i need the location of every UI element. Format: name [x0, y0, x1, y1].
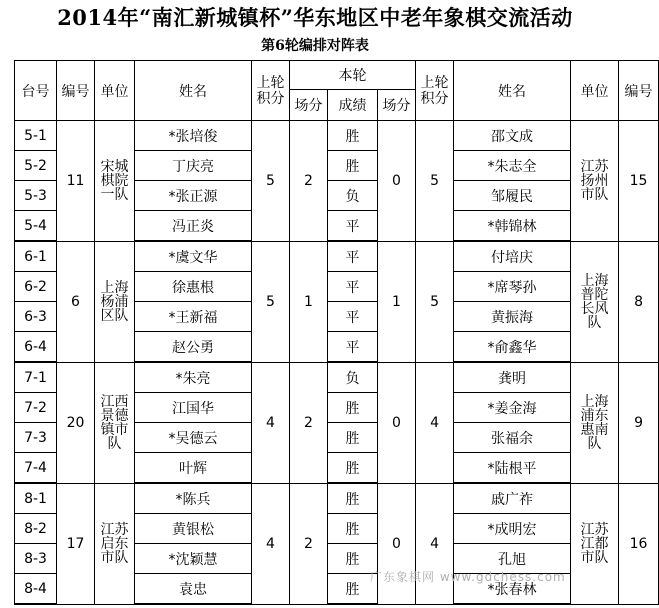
game-result: 胜	[328, 544, 378, 574]
match-points-right: 0	[378, 121, 416, 242]
player-name-left: *虞文华	[135, 241, 252, 272]
game-result: 平	[328, 272, 378, 302]
game-result: 平	[328, 241, 378, 272]
team-number-left: 17	[57, 483, 95, 604]
player-name-left: 冯正炎	[135, 211, 252, 242]
table-row	[15, 241, 659, 272]
team-unit-right-text: 上海浦东惠南队	[580, 393, 609, 452]
match-points-left: 2	[290, 121, 328, 242]
header-unit-left: 单位	[95, 61, 135, 121]
board-number: 6-3	[15, 302, 57, 332]
board-number: 7-3	[15, 423, 57, 453]
header-board: 台号	[15, 61, 57, 121]
team-unit-right-text: 上海普陀长风队	[580, 272, 609, 331]
header-prev-score-line1: 上轮	[256, 74, 285, 91]
player-name-left: *张培俊	[135, 121, 252, 151]
pairing-body	[15, 121, 659, 605]
player-name-right: *席琴孙	[454, 272, 571, 302]
player-name-right: 黄振海	[454, 302, 571, 332]
player-name-right: *陆根平	[454, 453, 571, 484]
prev-score-right: 4	[416, 362, 454, 483]
header-name-left: 姓名	[135, 61, 252, 121]
game-result: 平	[328, 332, 378, 363]
player-name-right: *张春林	[454, 574, 571, 605]
board-number: 6-4	[15, 332, 57, 363]
header-prev-score-line2: 积分	[256, 90, 285, 107]
player-name-right: 龚明	[454, 362, 571, 393]
game-result: 胜	[328, 151, 378, 181]
player-name-right: *成明宏	[454, 514, 571, 544]
player-name-left: *朱亮	[135, 362, 252, 393]
player-name-right: *俞鑫华	[454, 332, 571, 363]
team-unit-right	[571, 121, 619, 242]
board-number: 8-1	[15, 483, 57, 514]
team-unit-right	[571, 241, 619, 362]
team-unit-left-text: 上海杨浦区队	[100, 279, 129, 324]
header-result: 成绩	[328, 90, 378, 121]
board-number: 7-4	[15, 453, 57, 484]
site-watermark: 广东象棋网 www.gdchess.com	[370, 570, 566, 584]
header-match-points-right: 场分	[378, 90, 416, 121]
team-unit-left-text: 江西景德镇市队	[100, 393, 129, 452]
team-unit-right-text: 江苏扬州市队	[580, 158, 609, 203]
prev-score-left: 4	[252, 362, 290, 483]
team-unit-right	[571, 362, 619, 483]
player-name-left: *王新福	[135, 302, 252, 332]
team-number-right: 15	[619, 121, 659, 242]
match-points-left: 2	[290, 362, 328, 483]
team-unit-left	[95, 241, 135, 362]
team-number-right: 16	[619, 483, 659, 604]
header-unit-right: 单位	[571, 61, 619, 121]
match-points-right: 1	[378, 241, 416, 362]
player-name-right: 邵文成	[454, 121, 571, 151]
game-result: 平	[328, 211, 378, 242]
team-number-left: 20	[57, 362, 95, 483]
player-name-left: *陈兵	[135, 483, 252, 514]
match-points-right: 0	[378, 483, 416, 604]
board-number: 7-2	[15, 393, 57, 423]
player-name-right: 戚广祚	[454, 483, 571, 514]
header-prev-score-line1: 上轮	[420, 74, 449, 91]
header-prev-score-left	[252, 61, 290, 121]
header-prev-score-right	[416, 61, 454, 121]
player-name-left: 袁忠	[135, 574, 252, 605]
game-result: 胜	[328, 423, 378, 453]
board-number: 8-4	[15, 574, 57, 605]
table-row	[15, 483, 659, 514]
board-number: 6-1	[15, 241, 57, 272]
team-unit-left	[95, 362, 135, 483]
player-name-right: *朱志全	[454, 151, 571, 181]
team-unit-left	[95, 121, 135, 242]
player-name-left: 徐惠根	[135, 272, 252, 302]
team-unit-left-text: 宋城棋院一队	[100, 158, 129, 203]
header-name-right: 姓名	[454, 61, 571, 121]
team-number-right: 8	[619, 241, 659, 362]
prev-score-right: 4	[416, 483, 454, 604]
game-result: 胜	[328, 393, 378, 423]
board-number: 6-2	[15, 272, 57, 302]
player-name-right: 邹履民	[454, 181, 571, 211]
player-name-right: 孔旭	[454, 544, 571, 574]
game-result: 负	[328, 362, 378, 393]
game-result: 负	[328, 181, 378, 211]
team-unit-right	[571, 483, 619, 604]
prev-score-right: 5	[416, 121, 454, 242]
game-result: 胜	[328, 453, 378, 484]
match-points-left: 1	[290, 241, 328, 362]
game-result: 胜	[328, 483, 378, 514]
player-name-left: 丁庆亮	[135, 151, 252, 181]
header-match-points-left: 场分	[290, 90, 328, 121]
team-unit-left	[95, 483, 135, 604]
player-name-left: 黄银松	[135, 514, 252, 544]
player-name-left: 赵公勇	[135, 332, 252, 363]
team-unit-left-text: 江苏启东市队	[100, 521, 129, 566]
game-result: 胜	[328, 514, 378, 544]
header-prev-score-line2: 积分	[420, 90, 449, 107]
prev-score-right: 5	[416, 241, 454, 362]
board-number: 8-3	[15, 544, 57, 574]
player-name-right: *姜金海	[454, 393, 571, 423]
game-result: 平	[328, 302, 378, 332]
header-this-round: 本轮	[290, 61, 416, 90]
board-number: 5-4	[15, 211, 57, 242]
header-number-right: 编号	[619, 61, 659, 121]
team-number-left: 11	[57, 121, 95, 242]
board-number: 5-2	[15, 151, 57, 181]
pairing-table	[14, 60, 659, 605]
prev-score-left: 5	[252, 121, 290, 242]
game-result: 胜	[328, 574, 378, 605]
player-name-left: *吴德云	[135, 423, 252, 453]
table-row	[15, 121, 659, 151]
player-name-left: *张正源	[135, 181, 252, 211]
team-number-left: 6	[57, 241, 95, 362]
table-row	[15, 362, 659, 393]
match-points-right: 0	[378, 362, 416, 483]
board-number: 7-1	[15, 362, 57, 393]
player-name-left: *沈颖慧	[135, 544, 252, 574]
team-number-right: 9	[619, 362, 659, 483]
team-unit-right-text: 江苏江都市队	[580, 521, 609, 566]
header-number-left: 编号	[57, 61, 95, 121]
prev-score-left: 4	[252, 483, 290, 604]
prev-score-left: 5	[252, 241, 290, 362]
match-points-left: 2	[290, 483, 328, 604]
player-name-left: 叶辉	[135, 453, 252, 484]
player-name-left: 江国华	[135, 393, 252, 423]
player-name-right: 张福余	[454, 423, 571, 453]
page-title: 2014年“南汇新城镇杯”华东地区中老年象棋交流活动	[57, 5, 573, 30]
board-number: 5-1	[15, 121, 57, 151]
player-name-right: 付培庆	[454, 241, 571, 272]
page-subtitle: 第6轮编排对阵表	[261, 38, 369, 54]
player-name-right: *韩锦林	[454, 211, 571, 242]
board-number: 8-2	[15, 514, 57, 544]
board-number: 5-3	[15, 181, 57, 211]
game-result: 胜	[328, 121, 378, 151]
